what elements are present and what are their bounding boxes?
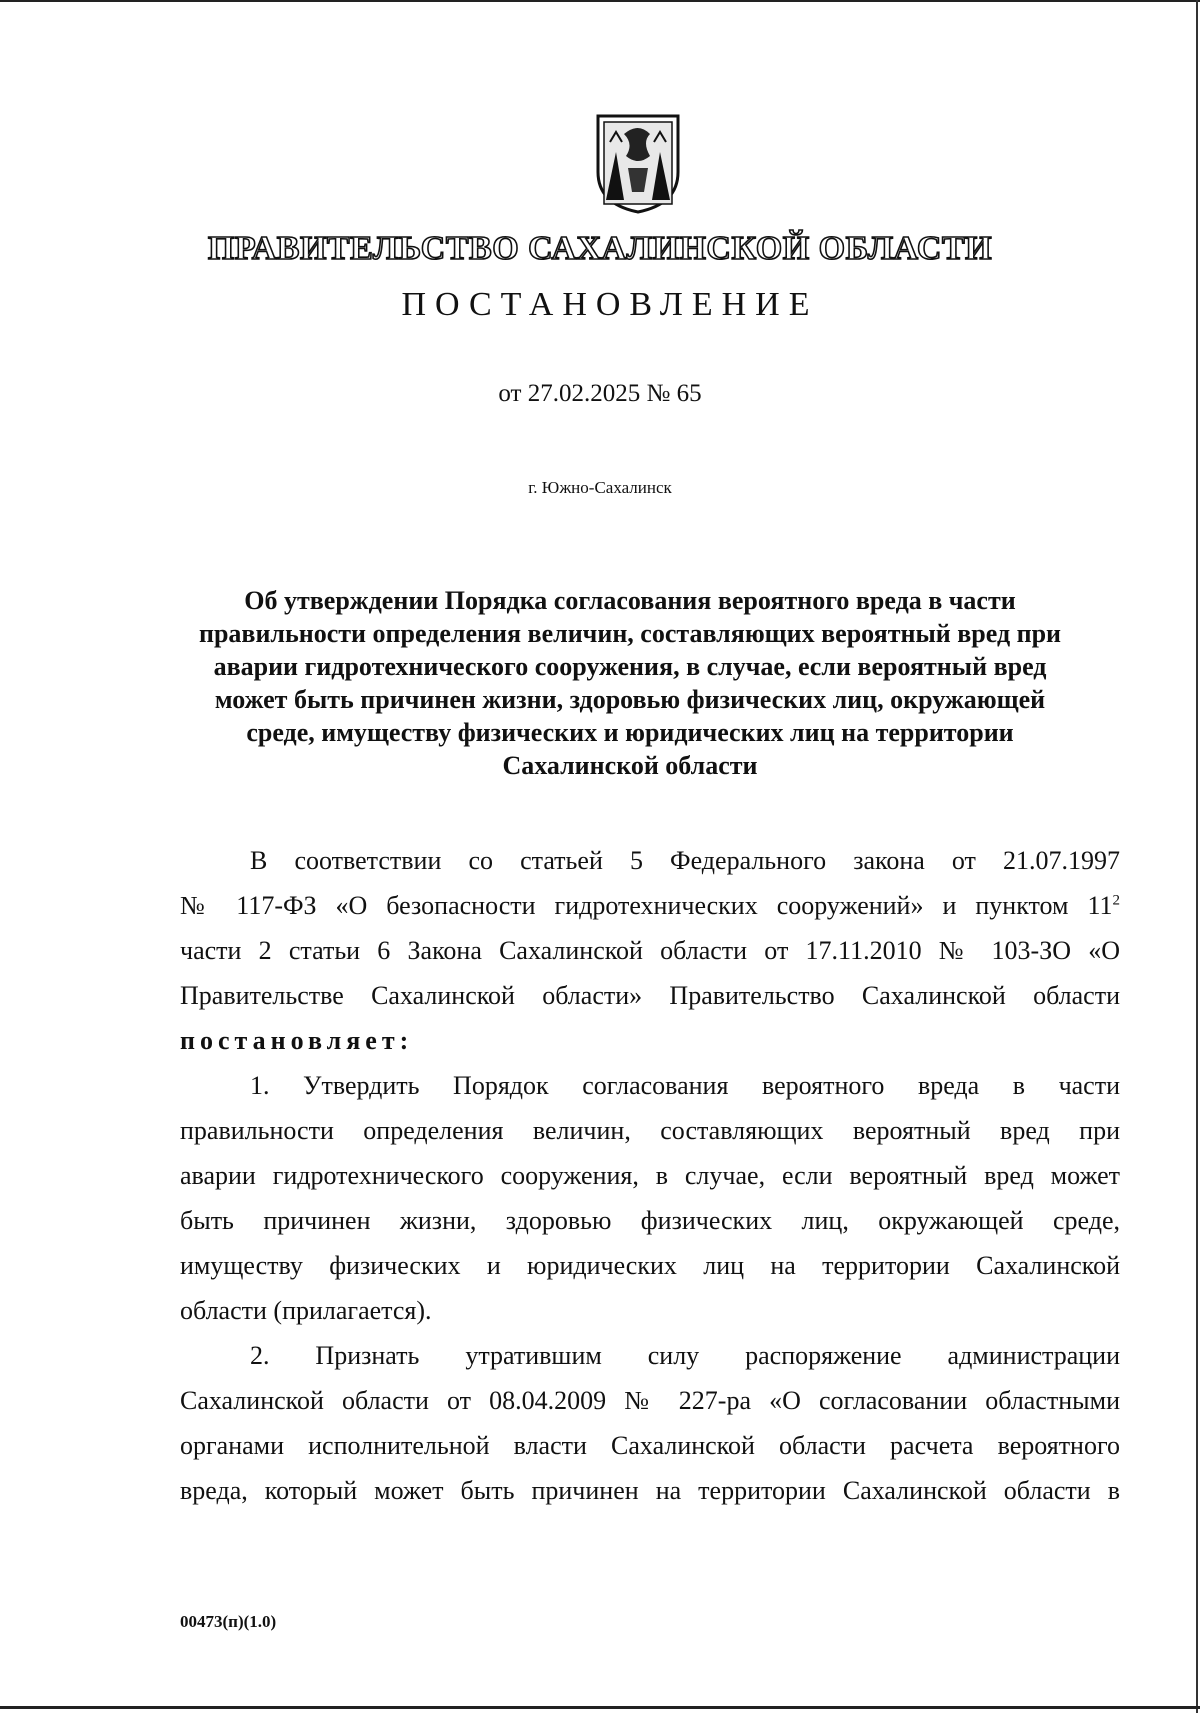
- body-line: 1. Утвердить Порядок согласования вероятного вреда в части: [250, 1071, 1120, 1100]
- document-type: ПОСТАНОВЛЕНИЕ: [401, 286, 819, 323]
- body-line: 2. Признать утратившим силу распоряжение администрации: [250, 1341, 1120, 1370]
- document-date-number: от 27.02.2025 № 65: [498, 380, 702, 407]
- body-line: имуществу физических и юридических лиц на территории Сахалинской: [180, 1251, 1120, 1280]
- body-line-text: № 117-ФЗ «О безопасности гидротехнических сооружений» и пунктом 11: [180, 891, 1113, 920]
- title-line: аварии гидротехнического сооружения, в случае, если вероятный вред: [213, 652, 1047, 681]
- organization-name: ПРАВИТЕЛЬСТВО САХАЛИНСКОЙ ОБЛАСТИ: [207, 230, 993, 267]
- document-code: 00473(п)(1.0): [180, 1612, 277, 1631]
- title-line: может быть причинен жизни, здоровью физических лиц, окружающей: [214, 685, 1046, 714]
- body-line: правильности определения величин, составляющих вероятный вред при: [180, 1116, 1120, 1145]
- title-line: среде, имуществу физических и юридических лиц на территории: [246, 718, 1014, 747]
- preamble-paragraph: [180, 838, 1120, 1063]
- decree-word: постановляет:: [180, 1026, 414, 1055]
- body-line: Правительстве Сахалинской области» Правительство Сахалинской области: [180, 981, 1120, 1010]
- document-city: г. Южно-Сахалинск: [528, 478, 672, 497]
- body-line: органами исполнительной власти Сахалинской области расчета вероятного: [180, 1431, 1120, 1460]
- body-line: [180, 883, 1120, 928]
- title-line: правильности определения величин, составляющих вероятный вред при: [198, 619, 1062, 648]
- scan-top-edge: [0, 0, 1200, 2]
- body-line: части 2 статьи 6 Закона Сахалинской области от 17.11.2010 № 103-ЗО «О: [180, 936, 1120, 965]
- body-line: вреда, который может быть причинен на территории Сахалинской области в: [180, 1476, 1120, 1505]
- coat-of-arms-icon: [590, 112, 686, 214]
- body-line: быть причинен жизни, здоровью физических лиц, окружающей среде,: [180, 1206, 1120, 1235]
- scan-bottom-edge: [0, 1706, 1200, 1709]
- document-title: [180, 584, 1080, 782]
- body-line: области (прилагается).: [180, 1296, 432, 1325]
- item-1-paragraph: [180, 1063, 1120, 1333]
- body-line: Сахалинской области от 08.04.2009 № 227-ра «О согласовании областными: [180, 1386, 1120, 1415]
- title-line: Сахалинской области: [502, 751, 758, 780]
- body-line: В соответствии со статьей 5 Федерального закона от 21.07.1997: [250, 846, 1120, 875]
- superscript: 2: [1112, 892, 1120, 909]
- title-line: Об утверждении Порядка согласования вероятного вреда в части: [244, 586, 1016, 615]
- item-2-paragraph: [180, 1333, 1120, 1513]
- body-line: аварии гидротехнического сооружения, в случае, если вероятный вред может: [180, 1161, 1120, 1190]
